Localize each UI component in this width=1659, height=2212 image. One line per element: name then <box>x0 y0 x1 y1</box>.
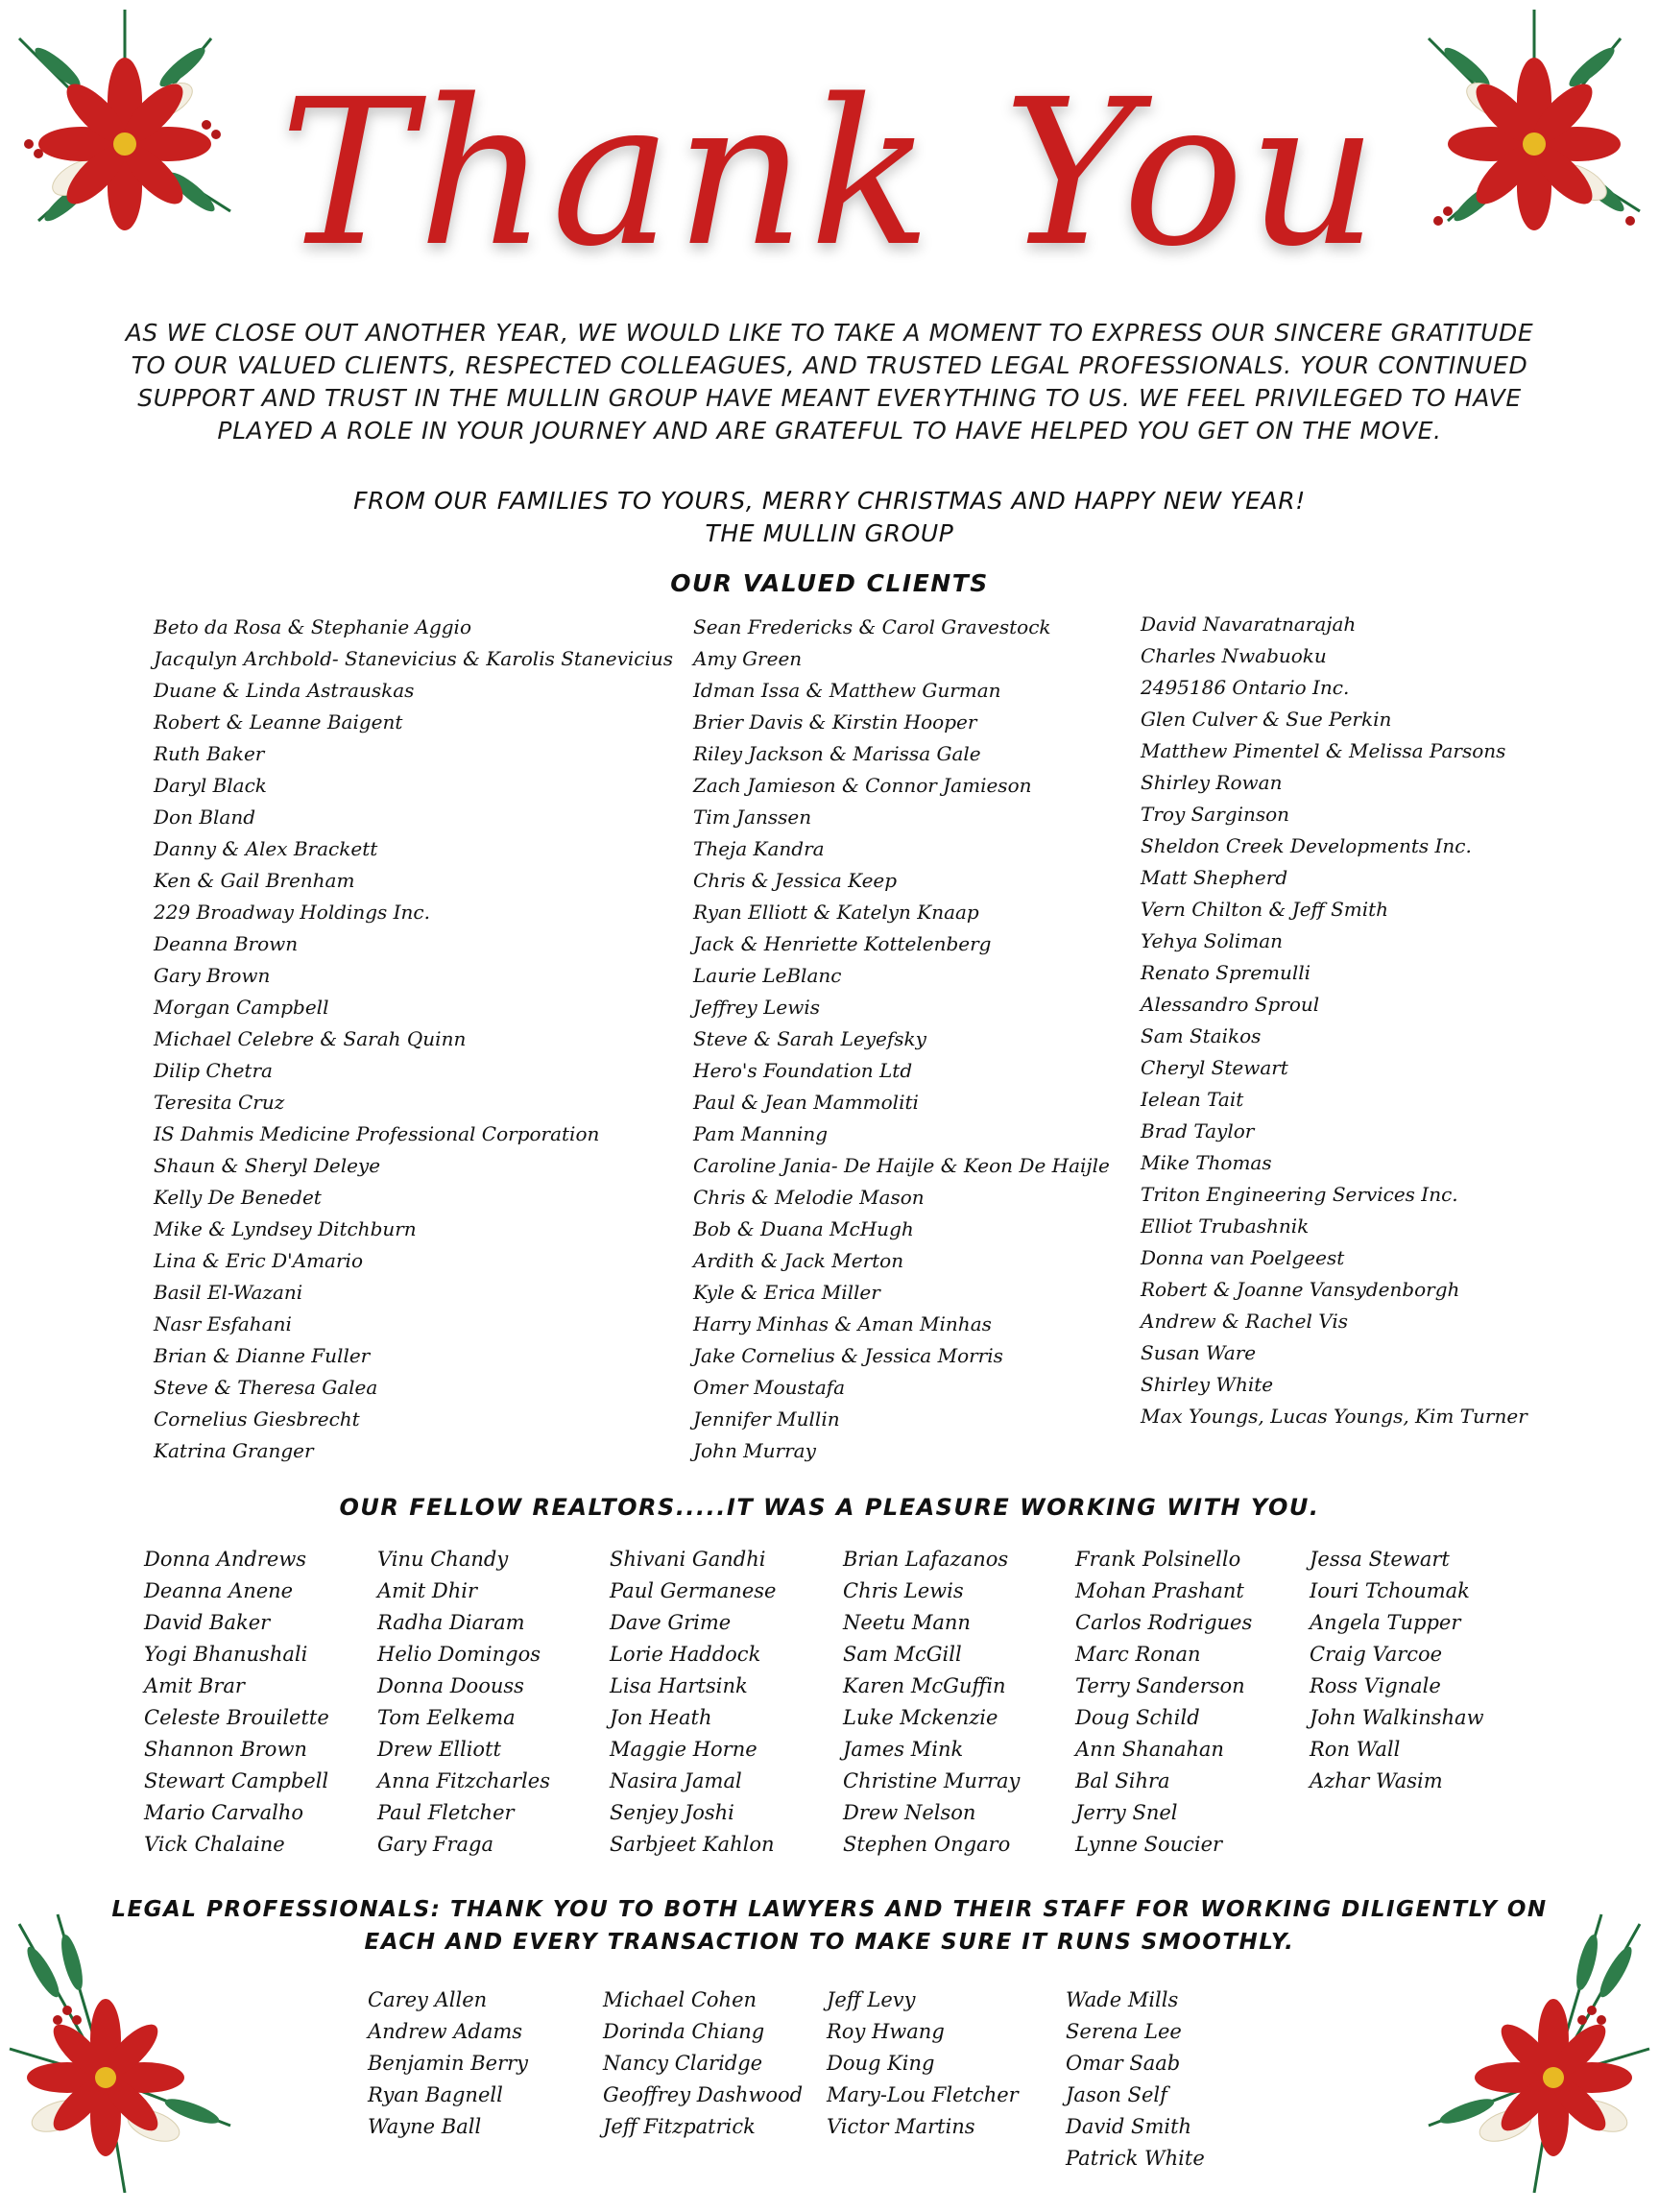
list-item: Stephen Ongaro <box>843 1833 1011 1856</box>
legal-column-4 <box>1066 1984 1205 2175</box>
list-item: Ardith & Jack Merton <box>693 1249 904 1272</box>
list-item: Glen Culver & Sue Perkin <box>1141 708 1392 731</box>
list-item: Doug King <box>827 2052 935 2075</box>
list-item: Donna van Poelgeest <box>1141 1246 1345 1269</box>
list-item: Yogi Bhanushali <box>144 1643 308 1666</box>
list-item: Renato Spremulli <box>1141 961 1311 984</box>
legal-column-2 <box>603 1984 803 2143</box>
realtors-column-2 <box>377 1544 550 1861</box>
list-item: Deanna Brown <box>154 932 299 955</box>
list-item: Geoffrey Dashwood <box>603 2083 804 2106</box>
list-item: Jason Self <box>1066 2083 1167 2106</box>
list-item: Mary-Lou Fletcher <box>827 2083 1019 2106</box>
list-item: Amit Dhir <box>377 1579 478 1602</box>
intro-message: AS WE CLOSE OUT ANOTHER YEAR, WE WOULD LIKE TO TAKE A MOMENT TO EXPRESS OUR SINCERE GRATITUDE TO OUR VALUED CLIENTS, RESPECTED COLLEAGUES, AND TRUSTED LEGAL PROFESSIONALS. YOUR CONTINUED SUPPORT AND TRUST IN THE MULLIN GROUP HAVE MEANT EVERYTHING TO US. WE FEEL PRIVILEGED TO HAVE PLAYED A ROLE IN YOUR JOURNEY AND ARE GRATEFUL TO HAVE HELPED YOU GET ON THE MOVE. <box>125 319 1534 445</box>
list-item: Katrina Granger <box>154 1439 314 1462</box>
list-item: Robert & Leanne Baigent <box>154 710 403 733</box>
list-item: Frank Polsinello <box>1075 1548 1241 1571</box>
list-item: Bal Sihra <box>1075 1769 1170 1792</box>
list-item: Susan Ware <box>1141 1341 1257 1364</box>
list-item: Harry Minhas & Aman Minhas <box>693 1312 992 1335</box>
poinsettia-icon <box>0 0 250 288</box>
list-item: Roy Hwang <box>827 2020 945 2043</box>
list-item: Bob & Duana McHugh <box>693 1217 914 1240</box>
list-item: David Navaratnarajah <box>1141 613 1357 636</box>
list-item: David Smith <box>1066 2115 1192 2138</box>
list-item: Victor Martins <box>827 2115 975 2138</box>
list-item: Craig Varcoe <box>1310 1643 1443 1666</box>
legal-column-1 <box>368 1984 528 2143</box>
realtors-column-5 <box>1075 1544 1252 1861</box>
list-item: Mario Carvalho <box>144 1801 303 1824</box>
list-item: Amy Green <box>693 647 803 670</box>
list-item: Gary Fraga <box>377 1833 493 1856</box>
list-item: Angela Tupper <box>1310 1611 1461 1634</box>
list-item: Chris & Jessica Keep <box>693 869 898 892</box>
list-item: Shirley White <box>1141 1373 1274 1396</box>
list-item: Michael Celebre & Sarah Quinn <box>154 1027 467 1050</box>
list-item: Paul & Jean Mammoliti <box>693 1091 919 1114</box>
list-item: Jessa Stewart <box>1310 1548 1450 1571</box>
signature: THE MULLIN GROUP <box>705 519 954 547</box>
list-item: Serena Lee <box>1066 2020 1182 2043</box>
list-item: Lisa Hartsink <box>610 1674 748 1697</box>
list-item: Lina & Eric D'Amario <box>154 1249 363 1272</box>
list-item: Steve & Sarah Leyefsky <box>693 1027 926 1050</box>
list-item: Jennifer Mullin <box>693 1407 840 1431</box>
list-item: Michael Cohen <box>603 1988 757 2011</box>
list-item: Max Youngs, Lucas Youngs, Kim Turner <box>1141 1405 1527 1428</box>
list-item: Nancy Claridge <box>603 2052 763 2075</box>
list-item: Benjamin Berry <box>368 2052 529 2075</box>
list-item: Robert & Joanne Vansydenborgh <box>1141 1278 1460 1301</box>
list-item: Jacqulyn Archbold- Stanevicius & Karolis Stanevicius <box>154 647 674 670</box>
list-item: Mike & Lyndsey Ditchburn <box>154 1217 417 1240</box>
list-item: Radha Diaram <box>377 1611 525 1634</box>
list-item: Paul Germanese <box>610 1579 777 1602</box>
list-item: Sheldon Creek Developments Inc. <box>1141 834 1472 857</box>
list-item: Senjey Joshi <box>610 1801 734 1824</box>
list-item: Wade Mills <box>1066 1988 1179 2011</box>
list-item: Carey Allen <box>368 1988 488 2011</box>
list-item: Don Bland <box>154 805 256 829</box>
list-item: Terry Sanderson <box>1075 1674 1245 1697</box>
list-item: Kyle & Erica Miller <box>693 1281 880 1304</box>
list-item: Ryan Bagnell <box>368 2083 503 2106</box>
clients-heading: OUR VALUED CLIENTS <box>670 569 989 597</box>
list-item: 2495186 Ontario Inc. <box>1141 676 1350 699</box>
list-item: Drew Elliott <box>377 1738 501 1761</box>
list-item: Jake Cornelius & Jessica Morris <box>693 1344 1003 1367</box>
list-item: Tom Eelkema <box>377 1706 516 1729</box>
list-item: Omer Moustafa <box>693 1376 846 1399</box>
list-item: Dorinda Chiang <box>603 2020 765 2043</box>
list-item: Idman Issa & Matthew Gurman <box>693 679 1001 702</box>
list-item: Ken & Gail Brenham <box>154 869 355 892</box>
list-item: 229 Broadway Holdings Inc. <box>154 901 430 924</box>
list-item: Carlos Rodrigues <box>1075 1611 1253 1634</box>
list-item: Sam Staikos <box>1141 1024 1262 1047</box>
list-item: Ross Vignale <box>1310 1674 1441 1697</box>
list-item: Shaun & Sheryl Deleye <box>154 1154 381 1177</box>
list-item: Mike Thomas <box>1141 1151 1272 1174</box>
list-item: Cornelius Giesbrecht <box>154 1407 360 1431</box>
list-item: Matt Shepherd <box>1141 866 1288 889</box>
clients-column-2 <box>693 612 1110 1467</box>
list-item: IS Dahmis Medicine Professional Corporation <box>154 1122 600 1145</box>
legal-column-3 <box>827 1984 1019 2143</box>
list-item: Zach Jamieson & Connor Jamieson <box>693 774 1032 797</box>
list-item: Azhar Wasim <box>1310 1769 1443 1792</box>
list-item: Alessandro Sproul <box>1141 993 1320 1016</box>
list-item: James Mink <box>843 1738 964 1761</box>
list-item: Omar Saab <box>1066 2052 1181 2075</box>
list-item: Celeste Brouilette <box>144 1706 329 1729</box>
list-item: Ron Wall <box>1310 1738 1401 1761</box>
realtors-column-3 <box>610 1544 776 1861</box>
legal-heading-line-2: EACH AND EVERY TRANSACTION TO MAKE SURE IT RUNS SMOOTHLY. <box>364 1930 1295 1955</box>
list-item: Morgan Campbell <box>154 996 329 1019</box>
list-item: Caroline Jania- De Haijle & Keon De Haijle <box>693 1154 1110 1177</box>
list-item: Brian Lafazanos <box>843 1548 1009 1571</box>
list-item: Laurie LeBlanc <box>693 964 842 987</box>
realtors-column-1 <box>144 1544 329 1861</box>
list-item: Troy Sarginson <box>1141 803 1290 826</box>
list-item: Patrick White <box>1066 2147 1205 2170</box>
list-item: Anna Fitzcharles <box>377 1769 550 1792</box>
list-item: Donna Doouss <box>377 1674 524 1697</box>
list-item: Duane & Linda Astrauskas <box>154 679 415 702</box>
list-item: Jerry Snel <box>1075 1801 1178 1824</box>
list-item: Jon Heath <box>610 1706 712 1729</box>
list-item: Drew Nelson <box>843 1801 976 1824</box>
list-item: Nasira Jamal <box>610 1769 742 1792</box>
list-item: Karen McGuffin <box>843 1674 1006 1697</box>
holiday-greeting: FROM OUR FAMILIES TO YOURS, MERRY CHRISTMAS AND HAPPY NEW YEAR! <box>353 487 1306 515</box>
list-item: Paul Fletcher <box>377 1801 515 1824</box>
legal-heading-line-1: LEGAL PROFESSIONALS: THANK YOU TO BOTH LAWYERS AND THEIR STAFF FOR WORKING DILIGENTLY ON <box>111 1897 1548 1922</box>
list-item: Deanna Anene <box>144 1579 294 1602</box>
list-item: Andrew & Rachel Vis <box>1141 1310 1349 1333</box>
list-item: Nasr Esfahani <box>154 1312 292 1335</box>
list-item: Iouri Tchoumak <box>1310 1579 1470 1602</box>
list-item: Dilip Chetra <box>154 1059 273 1082</box>
list-item: Ann Shanahan <box>1075 1738 1224 1761</box>
legal-heading <box>96 1893 1563 1959</box>
list-item: Shannon Brown <box>144 1738 307 1761</box>
list-item: Amit Brar <box>144 1674 245 1697</box>
list-item: Dave Grime <box>610 1611 732 1634</box>
list-item: Vick Chalaine <box>144 1833 285 1856</box>
list-item: Ielean Tait <box>1141 1088 1244 1111</box>
list-item: Hero's Foundation Ltd <box>693 1059 913 1082</box>
list-item: Cheryl Stewart <box>1141 1056 1288 1079</box>
list-item: Jeffrey Lewis <box>693 996 820 1019</box>
list-item: Teresita Cruz <box>154 1091 285 1114</box>
list-item: Ruth Baker <box>154 742 265 765</box>
list-item: Shivani Gandhi <box>610 1548 766 1571</box>
list-item: Yehya Soliman <box>1141 929 1284 952</box>
list-item: Elliot Trubashnik <box>1141 1214 1310 1238</box>
list-item: Charles Nwabuoku <box>1141 644 1327 667</box>
realtors-column-4 <box>843 1544 1020 1861</box>
list-item: Ryan Elliott & Katelyn Knaap <box>693 901 979 924</box>
page-title: Thank You <box>279 55 1382 291</box>
list-item: Andrew Adams <box>368 2020 523 2043</box>
list-item: Mohan Prashant <box>1075 1579 1244 1602</box>
list-item: Danny & Alex Brackett <box>154 837 378 860</box>
list-item: Kelly De Benedet <box>154 1186 322 1209</box>
realtors-column-6 <box>1310 1544 1484 1797</box>
list-item: Daryl Black <box>154 774 267 797</box>
list-item: Luke Mckenzie <box>843 1706 998 1729</box>
list-item: Maggie Horne <box>610 1738 757 1761</box>
list-item: Stewart Campbell <box>144 1769 329 1792</box>
list-item: Theja Kandra <box>693 837 825 860</box>
list-item: Donna Andrews <box>144 1548 307 1571</box>
signoff <box>106 485 1553 550</box>
list-item: Christine Murray <box>843 1769 1021 1792</box>
list-item: Neetu Mann <box>843 1611 971 1634</box>
list-item: Tim Janssen <box>693 805 812 829</box>
list-item: Shirley Rowan <box>1141 771 1283 794</box>
list-item: Jeff Levy <box>827 1988 916 2011</box>
list-item: Basil El-Wazani <box>154 1281 303 1304</box>
list-item: Beto da Rosa & Stephanie Aggio <box>154 615 471 638</box>
list-item: Chris Lewis <box>843 1579 964 1602</box>
realtors-heading: OUR FELLOW REALTORS.....IT WAS A PLEASURE WORKING WITH YOU. <box>339 1494 1320 1521</box>
poinsettia-icon <box>1409 0 1659 288</box>
list-item: John Murray <box>693 1439 816 1462</box>
list-item: Sarbjeet Kahlon <box>610 1833 775 1856</box>
clients-column-1 <box>154 612 673 1467</box>
list-item: Brier Davis & Kirstin Hooper <box>693 710 977 733</box>
list-item: Marc Ronan <box>1075 1643 1201 1666</box>
list-item: Pam Manning <box>693 1122 829 1145</box>
list-item: David Baker <box>144 1611 271 1634</box>
list-item: Brian & Dianne Fuller <box>154 1344 371 1367</box>
list-item: Chris & Melodie Mason <box>693 1186 925 1209</box>
list-item: Sam McGill <box>843 1643 962 1666</box>
list-item: Triton Engineering Services Inc. <box>1141 1183 1458 1206</box>
list-item: John Walkinshaw <box>1310 1706 1484 1729</box>
list-item: Lynne Soucier <box>1075 1833 1223 1856</box>
list-item: Jeff Fitzpatrick <box>603 2115 756 2138</box>
list-item: Vern Chilton & Jeff Smith <box>1141 898 1389 921</box>
clients-column-3 <box>1141 609 1527 1432</box>
list-item: Riley Jackson & Marissa Gale <box>693 742 981 765</box>
list-item: Brad Taylor <box>1141 1119 1255 1142</box>
list-item: Sean Fredericks & Carol Gravestock <box>693 615 1051 638</box>
list-item: Doug Schild <box>1075 1706 1200 1729</box>
list-item: Steve & Theresa Galea <box>154 1376 378 1399</box>
list-item: Matthew Pimentel & Melissa Parsons <box>1141 739 1506 762</box>
list-item: Wayne Ball <box>368 2115 482 2138</box>
list-item: Helio Domingos <box>377 1643 541 1666</box>
list-item: Jack & Henriette Kottelenberg <box>693 932 992 955</box>
list-item: Lorie Haddock <box>610 1643 761 1666</box>
list-item: Vinu Chandy <box>377 1548 509 1571</box>
list-item: Gary Brown <box>154 964 271 987</box>
